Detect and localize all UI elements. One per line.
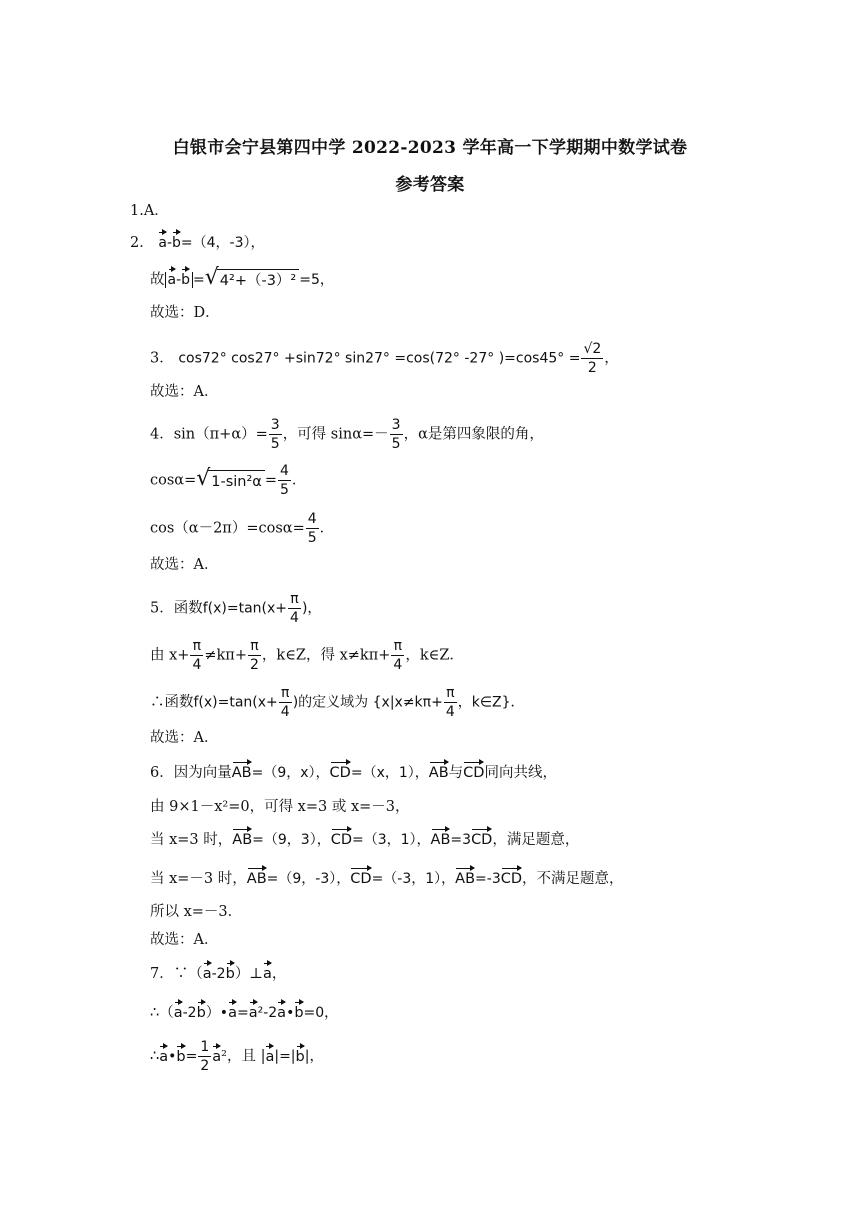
answer-7-line-3	[150, 1038, 323, 1075]
vec-ab: AB	[247, 865, 267, 887]
q5-domain-text: )的定义域为 {x|x≠kπ+	[292, 694, 443, 711]
q6-and: 与	[448, 765, 464, 781]
denominator: 4	[280, 704, 290, 720]
answer-2-value: =（4，-3），	[180, 235, 265, 251]
answer-2-number: 2．	[130, 235, 154, 251]
answer-3-expression: cos72° cos27° +sin72° sin27° =cos(72° -27° )=cos45° =	[178, 350, 581, 367]
vec-a: a	[174, 999, 183, 1021]
vec-cd: CD	[471, 826, 492, 848]
answer-5-line-3	[150, 684, 525, 721]
fraction-3-5-b	[390, 416, 403, 453]
answer-6-line-3	[150, 826, 579, 850]
equals: =	[185, 1048, 198, 1065]
answer-5-line-2	[150, 637, 464, 674]
vec-ab: AB	[429, 759, 449, 781]
comma: ，	[271, 966, 287, 982]
vec-a: a	[159, 1043, 168, 1065]
radicand: 1-sin²α	[208, 470, 265, 491]
vec-b: b	[176, 1043, 185, 1065]
vec-ab: AB	[232, 759, 252, 781]
answer-2-end: =5，	[299, 272, 334, 288]
answer-4-line-1	[150, 416, 544, 453]
answer-6-choice: 故选：A．	[150, 932, 219, 948]
vec-cd: CD	[350, 865, 371, 887]
denominator: 5	[391, 436, 401, 452]
q5-get-text: ，k∈Z，得 x≠kπ+	[261, 647, 391, 664]
fraction-pi-4	[391, 637, 404, 674]
q6-vector-text: 6．因为向量	[150, 765, 232, 781]
denominator: 4	[192, 657, 202, 673]
answer-2-line-1	[130, 229, 265, 253]
q6-cd-value-neg3: =（-3，1），	[371, 871, 456, 887]
vec-a: a	[212, 1043, 221, 1065]
close-paren: )，	[301, 600, 322, 617]
fraction-1-2	[198, 1038, 211, 1075]
q7-eq-zero: =0，	[303, 1005, 339, 1021]
denominator: 4	[393, 657, 403, 673]
answer-4-line-3	[150, 510, 334, 547]
q6-when-neg3: 当 x=－3 时，	[150, 871, 247, 887]
q5-domain-k: ，k∈Z．	[405, 647, 464, 664]
dot: •	[286, 1005, 295, 1021]
q5-tan-expr: f(x)=tan(x+	[202, 600, 288, 617]
vec-a: a	[277, 999, 286, 1021]
document-subtitle: 参考答案	[395, 175, 465, 195]
vec-b: b	[181, 266, 190, 288]
vec-a: a	[249, 999, 258, 1021]
numerator: 3	[270, 417, 280, 433]
q4-sin-text: 4．sin（π+α）=	[150, 426, 268, 443]
q4-cos-text: cosα=	[150, 472, 197, 489]
q5-neq-text: ≠kπ+	[204, 647, 247, 664]
fraction-pi-2	[248, 637, 261, 674]
answer-3-line	[150, 340, 619, 377]
q4-quadrant-text: ，α是第四象限的角，	[403, 426, 544, 443]
denominator: 4	[445, 704, 455, 720]
q7-because: 7．∵（	[150, 966, 203, 982]
document-title: 白银市会宁县第四中学 2022-2023 学年高一下学期期中数学试卷	[172, 138, 688, 158]
period: ．	[319, 520, 335, 537]
q4-cos-shift-text: cos（α－2π）=cosα=	[150, 520, 305, 537]
answer-6-line-4	[150, 865, 624, 889]
fraction-pi-4	[190, 637, 203, 674]
sqrt-expression: √ 4²+（-3）²	[205, 269, 299, 291]
q6-ab-value: =（9，x），	[251, 765, 330, 781]
q7-and: ²，且 |	[221, 1048, 266, 1065]
answer-5-line-1	[150, 590, 321, 627]
answer-6-line-2: 由 9×1－x²=0，可得 x=3 或 x=－3，	[150, 799, 410, 815]
answer-3-choice: 故选：A．	[150, 384, 219, 400]
q6-eq-neg3: =-3	[475, 871, 501, 887]
fraction-4-5-b	[306, 510, 319, 547]
fraction-pi-4	[279, 684, 292, 721]
denominator: 2	[587, 360, 597, 376]
equals: =	[264, 472, 277, 489]
vec-a: a	[228, 999, 237, 1021]
answer-2-prefix: 故	[150, 272, 165, 288]
q4-sin-alpha-text: ，可得 sinα=－	[282, 426, 389, 443]
vec-a: a	[158, 229, 167, 251]
answer-2-line-2: 故 a-b = √ 4²+（-3）² =5，	[150, 265, 334, 290]
vec-a: a	[203, 960, 212, 982]
q6-ab-value-neg3: =（9，-3），	[266, 871, 351, 887]
answer-1: 1.A．	[130, 203, 169, 219]
denominator: 2	[200, 1058, 210, 1074]
denominator: 5	[270, 436, 280, 452]
q6-eq-3: =3	[450, 832, 472, 848]
q6-collinear: 同向共线，	[484, 765, 557, 781]
answer-2-choice: 故选：D．	[150, 305, 220, 321]
vec-b: b	[226, 960, 235, 982]
q6-not-ok: ，不满足题意，	[522, 871, 624, 887]
denominator: 4	[290, 610, 299, 626]
denominator: 2	[249, 657, 259, 673]
vec-b: b	[172, 229, 181, 251]
vec-b: b	[296, 1043, 305, 1065]
denominator: 5	[307, 530, 317, 546]
q7-minus-2: -2	[182, 1005, 197, 1021]
numerator: π	[391, 637, 404, 656]
answer-4-choice: 故选：A．	[150, 557, 219, 573]
abs-a-minus-b: a-b	[165, 272, 194, 288]
numerator: 4	[307, 511, 317, 527]
fraction-sqrt2-over-2	[581, 340, 603, 377]
vec-a: a	[263, 960, 272, 982]
q7-dot: ）•	[205, 1005, 229, 1021]
answer-5-choice: 故选：A．	[150, 730, 219, 746]
numerator: π	[248, 637, 261, 656]
q6-ab-value-3: =（9，3），	[252, 832, 331, 848]
dot: •	[168, 1048, 177, 1065]
fraction-pi-4	[288, 590, 301, 627]
q6-when-3: 当 x=3 时，	[150, 832, 233, 848]
vec-b: b	[197, 999, 206, 1021]
fraction-3-5	[269, 416, 282, 453]
sqrt-one-minus-sin2: √ 1-sin²α	[196, 470, 265, 492]
q7-abs-end: |，	[304, 1048, 324, 1065]
fraction-4-5	[278, 462, 291, 499]
numerator: √2	[583, 341, 602, 357]
vec-ab: AB	[455, 865, 475, 887]
numerator: 4	[280, 463, 289, 479]
numerator: π	[279, 684, 292, 703]
vec-cd: CD	[331, 826, 352, 848]
q6-cd-value-3: =（3，1），	[352, 832, 431, 848]
vec-cd: CD	[330, 759, 351, 781]
period: ．	[291, 472, 307, 489]
q7-therefore: ∴	[150, 1048, 160, 1065]
denominator: 5	[280, 482, 289, 498]
q7-minus-2: -2	[211, 966, 226, 982]
answer-6-line-1	[150, 759, 557, 783]
q7-therefore: ∴（	[150, 1005, 174, 1021]
q6-ok: ，满足题意，	[492, 832, 580, 848]
q7-perp: ）⊥	[234, 966, 263, 982]
answer-7-line-2	[150, 999, 338, 1023]
numerator: π	[444, 684, 457, 703]
fraction-pi-4	[444, 684, 457, 721]
numerator: 1	[200, 1039, 210, 1055]
numerator: π	[190, 637, 203, 656]
q5-therefore-text: ∴函数	[150, 694, 194, 711]
vector-a-minus-b: a-b	[158, 235, 181, 251]
vec-a: a	[265, 1043, 274, 1065]
vec-b: b	[294, 999, 303, 1021]
q5-tan-expr: f(x)=tan(x+	[193, 694, 278, 711]
vec-ab: AB	[232, 826, 252, 848]
vec-ab: AB	[431, 826, 451, 848]
q7-sq-minus-2: ²-2	[257, 1005, 278, 1021]
answer-3-number: 3．	[150, 350, 174, 367]
numerator: 3	[391, 417, 401, 433]
answer-7-line-1	[150, 960, 286, 984]
q5-from-text: 由 x+	[150, 647, 190, 664]
vec-a: a	[168, 266, 177, 288]
vec-cd: CD	[501, 865, 522, 887]
equals: =	[236, 1005, 249, 1021]
q5-function-text: 5．函数	[150, 600, 203, 617]
answer-6-line-5: 所以 x=－3．	[150, 904, 243, 920]
q6-cd-value: =（x，1），	[350, 765, 429, 781]
q5-domain-end: ，k∈Z}．	[457, 694, 525, 711]
vec-cd: CD	[463, 759, 484, 781]
answer-3-end: ，	[604, 350, 619, 367]
radicand: 4²+（-3）²	[217, 269, 299, 290]
q7-abs-eq: |=|	[274, 1048, 296, 1065]
numerator: π	[288, 590, 301, 609]
answer-4-line-2	[150, 462, 306, 499]
